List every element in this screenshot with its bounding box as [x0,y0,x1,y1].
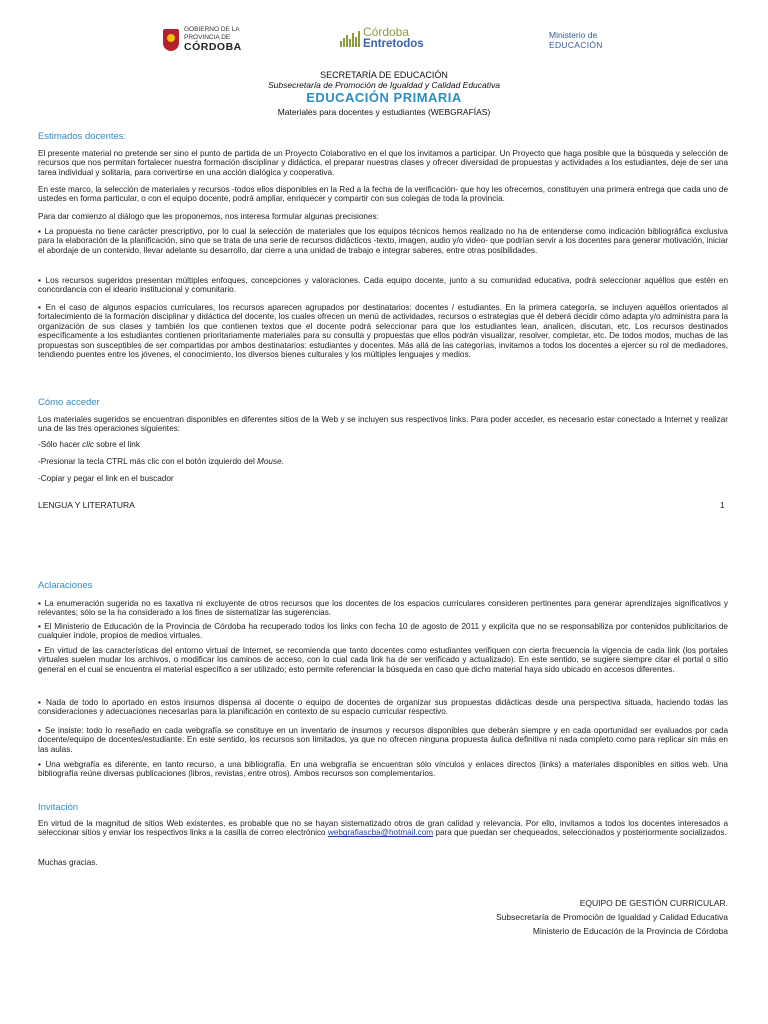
intro-heading: Estimados docentes: [38,131,127,142]
cordoba-logo-line1: Córdoba [363,25,410,39]
aclaraciones-bullet-4: ▪ Nada de todo lo aportado en estos insumos dispensa al docente o equipo de docentes de organizar sus propuestas didácticas desde una perspectiva situada, haciendo todas las consideraciones y adecuaciones necesarias para la planificación en contexto de su espacio curricular respectivo. [38,698,728,717]
invitacion-paragraph: En virtud de la magnitud de sitios Web existentes, es probable que no se hayan sistematizado otros de gran calidad y relevancia. Por ello, invitamos a todos los docentes interesados a seleccionar sitios y enviar los respectivos links a la casilla de correo electrónico webgrafiascba@hotmail.com para que puedan ser chequeados, seleccionados y posteriormente socializados. [38,819,728,838]
ministerio-logo-line2: EDUCACIÓN [549,40,603,50]
aclaraciones-bullet-1: ▪ La enumeración sugerida no es taxativa ni excluyente de otros recursos que los docentes de los espacios curriculares consideren pertinentes para generar aprendizajes significativos y relevantes; sólo se la ha considerado a los fines de sistematizar las sugerencias. [38,599,728,618]
page-footer-subject: LENGUA Y LITERATURA [38,500,135,510]
intro-bullet-3: ▪ En el caso de algunos espacios curriculares, los recursos aparecen agrupados por destinatarios: docentes / estudiantes. En la primera categoría, se incluyen aquéllos orientados al fortalecimiento de la formación disciplinar y didáctica del docente, los cuales ofrecen un menú de actividades, recursos o estrategias que él deberá decidir cómo adapta y/o administra para la organización de sus clases y también los que contienen textos que el docente podrá seleccionar para que los estudiantes lean, analicen, discutan, etc. Los recursos destinados específicamente a los estudiantes contienen prioritariamente materiales para su consulta y propuestas que ellos podrán visualizar, resolver, completar, etc. De todos modos, muchas de las propuestas son susceptibles de ser compartidas por ambos destinatarios: estudiantes y docentes. Más allá de las categorías, invitamos a todos los docentes a ejercer su rol de mediadores, tendiendo puentes entre los jóvenes, el conocimiento, los diversos bienes culturales y los múltiples lenguajes y medios. [38,303,728,360]
intro-bullet-2: ▪ Los recursos sugeridos presentan múltiples enfoques, concepciones y valoraciones. Cada equipo docente, junto a su comunidad educativa, podrá seleccionar aquéllos que estén en concordancia con el ideario institucional y comunitario. [38,276,728,295]
intro-paragraph-1: El presente material no pretende ser sino el punto de partida de un Proyecto Colaborativo en el que los invitamos a participar. Un Proyecto que haga posible que la búsqueda y selección de recursos que nos permitan fortalecer nuestra formación disciplinar y didáctica, el preparar nuestras clases y ofrecer diversidad de propuestas y actividades a los estudiantes, deje de ser una tarea individual y solitaria, para convertirse en una acción dialógica y cooperativa. [38,149,728,177]
gobierno-logo-line3: CÓRDOBA [184,41,242,53]
aclaraciones-bullet-5: ▪ Se insiste: todo lo reseñado en cada webgrafía se constituye en un inventario de insumos y recursos disponibles que deberán siempre y en cada oportunidad ser evaluados por cada docente/equipo de docentes/estudiante. En este sentido, los recursos son limitados, ya que no ofrecen ninguna propuesta áulica definitiva ni nada completo como para replicar sin más en las aulas. [38,726,728,754]
aclaraciones-heading: Aclaraciones [38,580,93,591]
logo-row [0,26,768,58]
signature-line-2: Subsecretaría de Promoción de Igualdad y Calidad Educativa [495,912,728,922]
acceder-option-3: -Copiar y pegar el link en el buscador [38,474,174,483]
aclaraciones-bullet-2: ▪ El Ministerio de Educación de la Provincia de Córdoba ha recuperado todos los links con fecha 10 de agosto de 2011 y explicita que no se responsabiliza por contenidos publicitarios de cualquier índole, propios de medios virtuales. [38,622,728,641]
gobierno-logo-line2: PROVINCIA DE [184,34,231,41]
ministerio-educacion-logo [549,30,603,50]
cordoba-logo-line2: Entretodos [363,38,424,50]
gobierno-logo-line1: GOBIERNO DE LA [184,26,240,33]
gracias-text: Muchas gracias. [38,858,98,867]
signature-line-3: Ministerio de Educación de la Provincia de Córdoba [532,926,728,936]
page-title: EDUCACIÓN PRIMARIA [306,90,462,105]
acceder-heading: Cómo acceder [38,397,100,408]
cordoba-entretodos-logo [340,26,424,50]
acceder-option-2: -Presionar la tecla CTRL más clic con el botón izquierdo del Mouse. [38,457,284,466]
intro-paragraph-2: En este marco, la selección de materiales y recursos -todos ellos disponibles en la Red a la fecha de la verificación- que hoy les ofrecemos, constituyen una primera entrega que cada uno de ustedes en forma particular, o con el equipo docente, podrá ampliar, enriquecer y compartir con sus colegas de toda la provincia. [38,185,728,204]
shield-icon [163,29,179,51]
intro-paragraph-3: Para dar comienzo al diálogo que les proponemos, nos interesa formular algunas precisiones: [38,212,379,221]
signature-line-1: EQUIPO DE GESTIÓN CURRICULAR. [579,898,728,908]
gobierno-cordoba-logo [163,26,242,53]
intro-bullet-1: ▪ La propuesta no tiene carácter prescriptivo, por lo cual la selección de materiales que los equipos técnicos hemos realizado no ha de entenderse como indicación bibliográfica exclusiva para la elaboración de la planificación, sino que se trata de una serie de recursos didácticos -texto, imagen, audio y/o video- que podrían servir a los docentes para generar motivación, iniciar el abordaje de un contenido, llevar adelante su desarrollo, dar cierre a una unidad de trabajo e integrar saberes, entre otras posibilidades. [38,227,728,255]
bars-icon [340,29,360,47]
secretaria-heading: SECRETARÍA DE EDUCACIÓN [320,70,448,80]
page-number: 1 [720,500,725,510]
invitacion-heading: Invitación [38,802,79,813]
page-subtitle: Materiales para docentes y estudiantes (WEBGRAFÍAS) [277,107,491,117]
acceder-option-1: -Sólo hacer clic sobre el link [38,440,140,449]
acceder-paragraph: Los materiales sugeridos se encuentran disponibles en diferentes sitios de la Web y se incluyen sus respectivos links. Para poder acceder, es necesario estar conectado a Internet y realizar una de las tres operaciones siguientes: [38,415,728,434]
ministerio-logo-line1: Ministerio de [549,30,598,40]
subsecretaria-heading: Subsecretaría de Promoción de Igualdad y Calidad Educativa [267,80,500,90]
email-link[interactable]: webgrafiascba@hotmail.com [327,828,434,838]
aclaraciones-bullet-3: ▪ En virtud de las características del entorno virtual de Internet, se recomienda que tanto docentes como estudiantes verifiquen con cierta frecuencia la vigencia de cada link (los portales virtuales suelen mudar los archivos, o modificar los caminos de acceso, con lo cual cada link ha de ser verificado y actualizado). En este sentido, se sugiere siempre citar el portal o sitio general en el cual se encuentra el material específico a ser utilizado; esto permite referenciar la búsqueda en caso que dicho material haya sido ubicado en accesos diferentes. [38,646,728,674]
aclaraciones-bullet-6: ▪ Una webgrafía es diferente, en tanto recurso, a una bibliografía. En una webgrafía se encuentran sólo vínculos y enlaces directos (links) a materiales disponibles en sitios web. Una bibliografía reúne diversas publicaciones (libros, revistas, entre otros). Ambos recursos son complementarios. [38,760,728,779]
